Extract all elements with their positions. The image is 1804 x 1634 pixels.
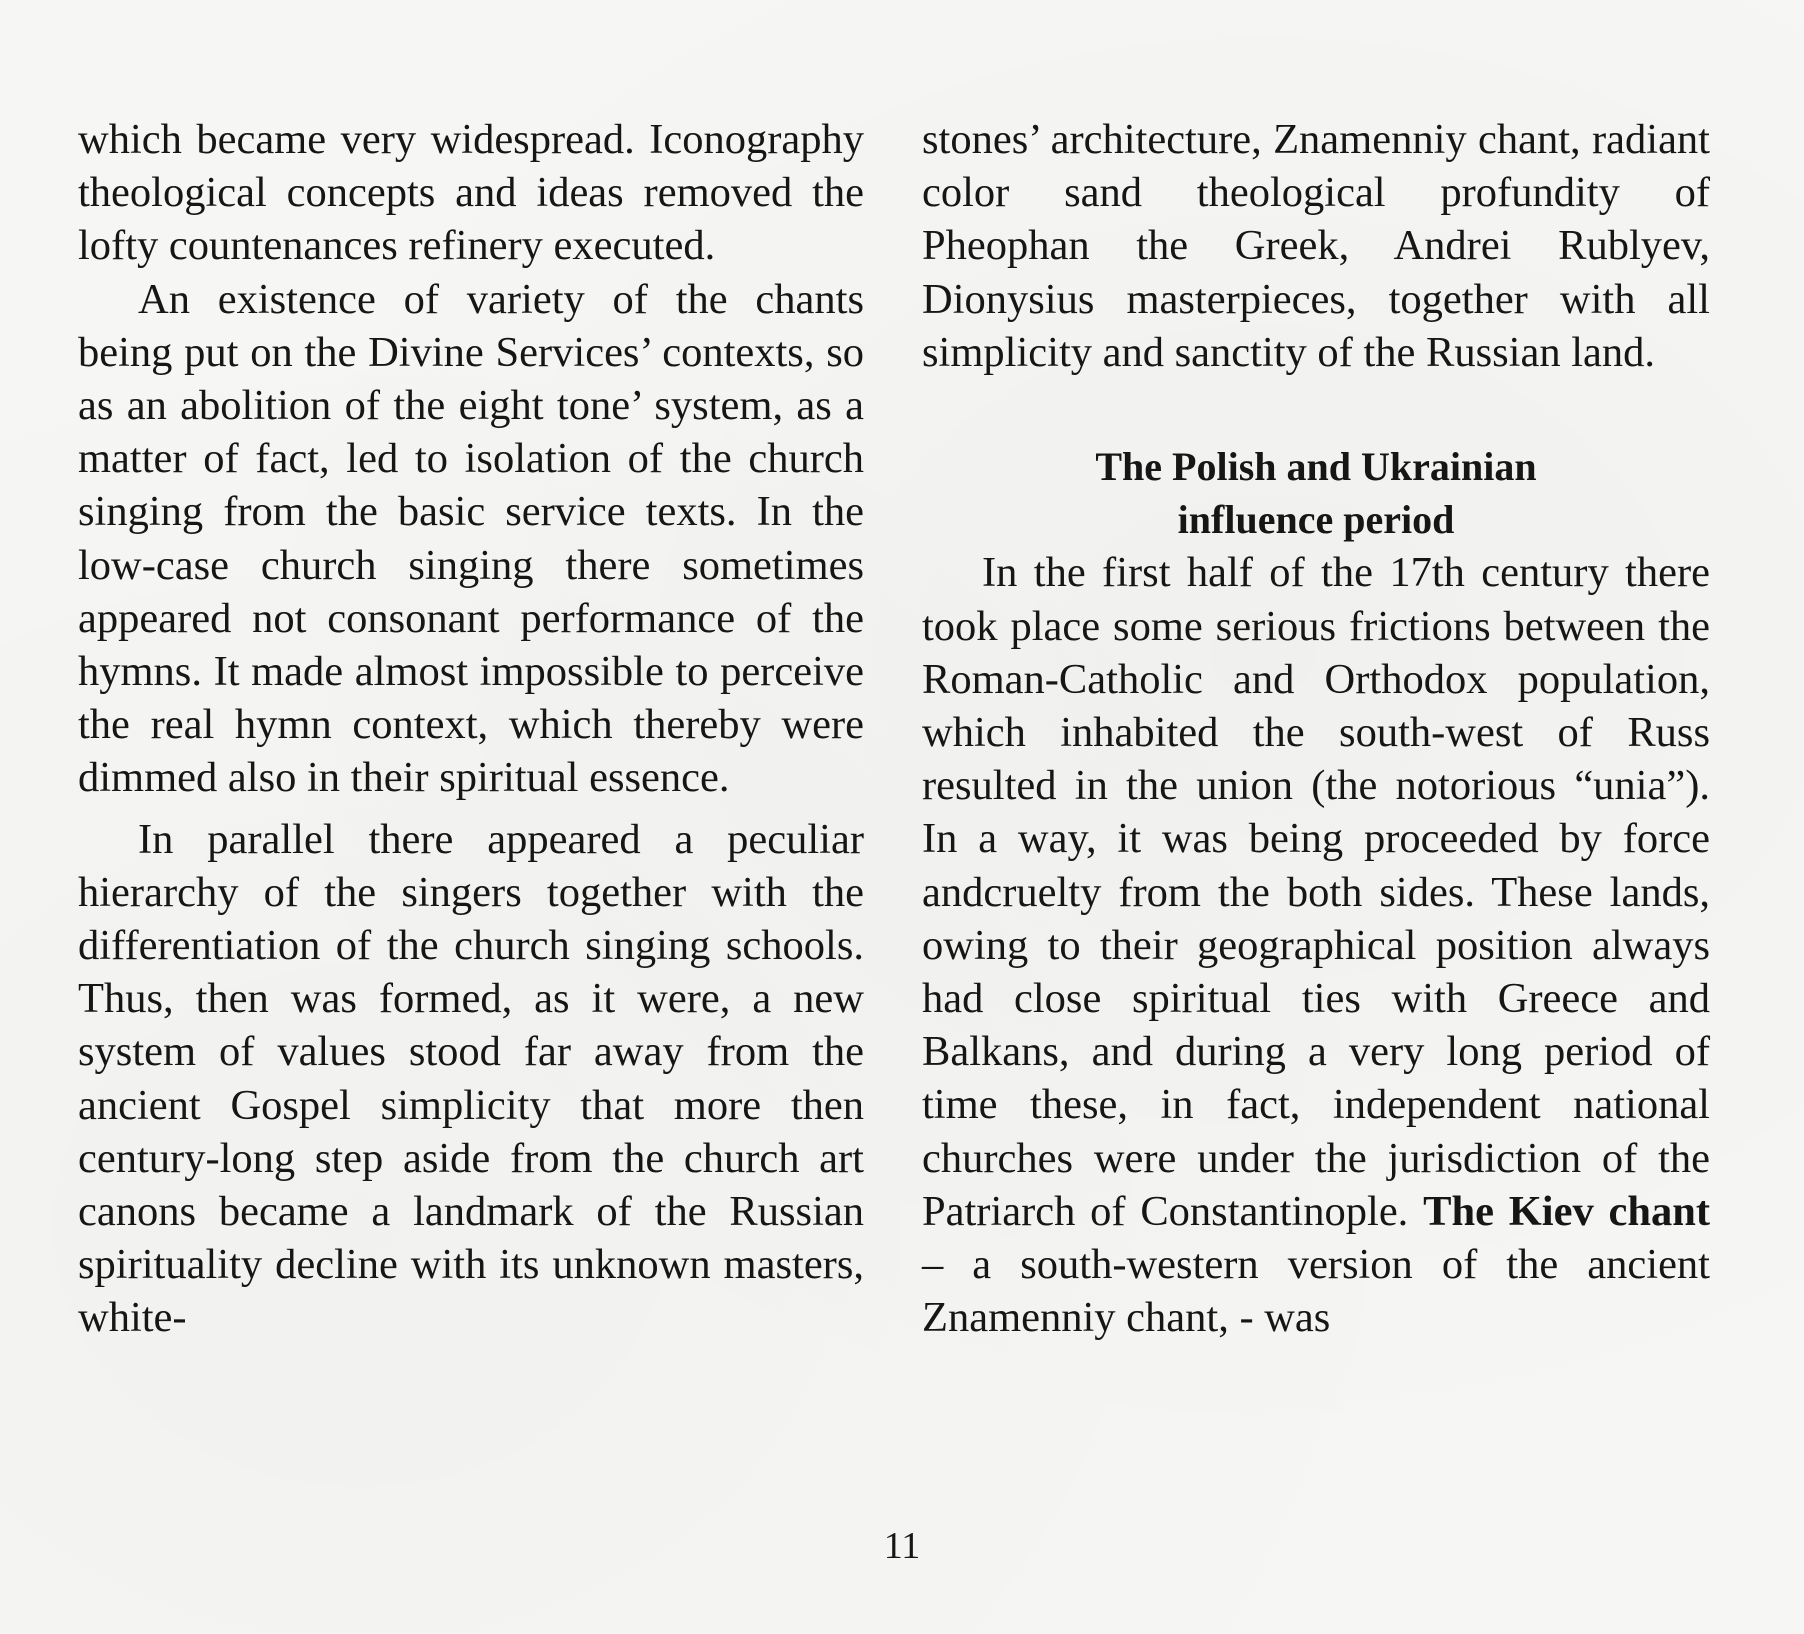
paragraph-text: In the first half of the 17th century there took place some serious frictions between the Roman-Catholic and Orthodox population, which inhabited the south-west of Russ resulted in the union (the notorious “unia”). In a way, it was being proceeded by force andcruelty from the both sides. These lands, owing to their geographical position always had close spiritual ties with Greece and Balkans, and during a very long period of time these, in fact, independent national churches were under the jurisdiction of the Patriarch of Constantinople. (922, 549, 1710, 1235)
right-column (922, 113, 1710, 1344)
page-number: 11 (883, 1525, 921, 1567)
bold-term: The Kiev chant (1423, 1187, 1710, 1235)
section-heading-line: The Polish and Ukrainian (1095, 444, 1537, 490)
paragraph (922, 546, 1710, 1344)
paragraph: In parallel there appeared a peculiar hierarchy of the singers together with the differentiation of the church singing schools. Thus, then was formed, as it were, a new system of values stood far away from the ancient Gospel simplicity that more then century-long step aside from the church art canons became a landmark of the Russian spirituality decline with its unknown masters, white- (78, 815, 864, 1342)
paragraph: which became very widespread. Iconography theological concepts and ideas removed the lofty countenances refinery executed. (78, 116, 864, 270)
left-column (78, 113, 864, 1345)
paragraph-text: – a south-western version of the ancient Znamenniy chant, - was (922, 1241, 1710, 1342)
paragraph: stones’ architecture, Znamenniy chant, radiant color sand theological profundity of Pheophan the Greek, Andrei Rublyev, Dionysius masterpieces, together with all simplicity and sanctity of the Russian land. (922, 116, 1710, 376)
section-heading (922, 440, 1710, 546)
paragraph: An existence of variety of the chants being put on the Divine Services’ contexts, so as an abolition of the eight tone’ system, as a matter of fact, led to isolation of the church singing from the basic service texts. In the low-case church singing there sometimes appeared not consonant performance of the hymns. It made almost impossible to perceive the real hymn context, which thereby were dimmed also in their spiritual essence. (78, 275, 864, 802)
section-heading-line: influence period (1177, 497, 1455, 543)
